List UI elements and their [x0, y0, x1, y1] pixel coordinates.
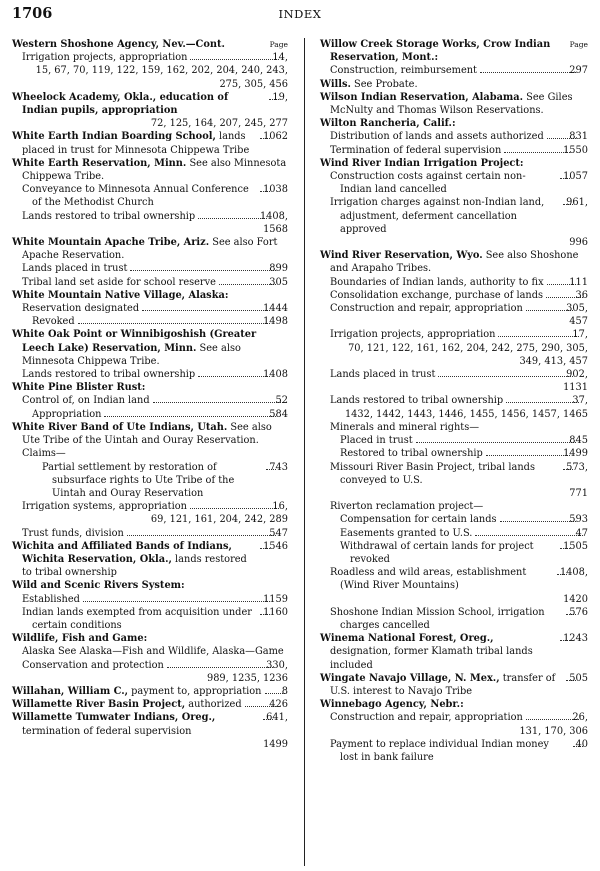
entry-text: Construction costs against certain non-Indian land cancelled [330, 171, 526, 196]
entry-text: Lands restored to tribal ownership [330, 395, 504, 407]
page-reference: 743 [269, 461, 288, 473]
leader-dots [190, 51, 279, 60]
page-reference: 426 [269, 699, 288, 711]
page-reference: 573, [566, 461, 588, 473]
entry-text: Established [22, 593, 80, 605]
entry-text: Appropriation [32, 408, 102, 420]
page-column-label: Page [569, 40, 588, 49]
page-reference: 505 [569, 672, 588, 684]
leader-dots [475, 527, 582, 536]
index-entry [320, 157, 588, 249]
entry-text: Construction and repair, appropriation [330, 712, 523, 724]
index-entry [12, 685, 288, 698]
left-entries [12, 38, 288, 751]
subentry [12, 408, 288, 421]
entry-text: Irrigation systems, appropriation [22, 501, 187, 513]
index-entry [12, 579, 288, 632]
entry-text: Irrigation charges against non-Indian land, adjustment, deferment cancellation approved [330, 197, 545, 235]
subentry [320, 144, 588, 157]
entry-heading: White Mountain Native Village, Alaska: [12, 289, 229, 301]
page-reference: 36 [575, 289, 588, 301]
subentry [320, 711, 588, 724]
entry-text: Willahan, William C., payment to, appropriation [12, 685, 262, 697]
subentry [320, 302, 588, 315]
entry-heading [12, 698, 288, 711]
index-entry [12, 236, 288, 289]
subentry [320, 566, 588, 592]
page-references: 15, 67, 70, 119, 122, 159, 162, 202, 204, 240, 243, [35, 65, 288, 77]
index-entry [12, 328, 288, 381]
page-references: 70, 121, 122, 161, 162, 204, 242, 275, 290, 305, [348, 342, 588, 354]
page-reference: 576 [569, 606, 588, 618]
page-reference: 593 [569, 514, 588, 526]
index-column-left [12, 38, 288, 751]
page-reference: 584 [269, 408, 288, 420]
subentry: Riverton reclamation project— [330, 501, 484, 513]
page-reference: 330, [266, 659, 288, 671]
index-column-right [320, 38, 588, 764]
page-reference: 52 [275, 395, 288, 407]
leader-dots [498, 328, 579, 337]
index-entry [320, 78, 588, 91]
page-reference: 37, [572, 395, 588, 407]
page-number: 1706 [12, 5, 53, 22]
page-references: 349, 413, 457 [519, 355, 588, 367]
entry-heading: White Pine Blister Rust: [12, 382, 146, 394]
subentry [320, 64, 588, 77]
entry-text: Willamette River Basin Project, authorized [12, 699, 242, 711]
leader-dots [504, 144, 570, 153]
entry-text: Irrigation projects, appropriation [22, 52, 188, 64]
page-reference: 16, [272, 501, 288, 513]
index-entry [12, 91, 288, 131]
subentry [320, 328, 588, 341]
page-reference: 902, [566, 369, 588, 381]
page-reference: 1505 [563, 540, 588, 552]
column-divider [304, 38, 305, 866]
entry-text: Conveyance to Minnesota Annual Conference of the Methodist Church [22, 184, 249, 209]
page-reference: 1408 [263, 369, 288, 381]
entry-text: Wingate Navajo Village, N. Mex., transfer of U.S. interest to Navajo Tribe [320, 672, 556, 697]
page-references: 1499 [263, 738, 288, 750]
entry-heading: Wilton Rancheria, Calif.: [320, 118, 456, 130]
index-entry [320, 38, 588, 78]
entry-heading: Wildlife, Fish and Game: [12, 633, 148, 645]
page-reference: 305, [566, 303, 588, 315]
subentry: Alaska See Alaska—Fish and Wildlife, Alaska—Game [22, 646, 284, 658]
subentry [320, 527, 588, 540]
leader-dots [142, 302, 270, 311]
index-entry [12, 381, 288, 421]
entry-text: Boundaries of Indian lands, authority to fix [330, 276, 544, 288]
entry-heading [320, 632, 588, 672]
subentry [320, 130, 588, 143]
subentry [320, 461, 588, 487]
page-reference: 1498 [263, 316, 288, 328]
entry-heading: White Oak Point or Winnibigoshish (Greater Leech Lake) Reservation, Minn. See also Minnesota Chippewa Tribe. [12, 329, 257, 367]
subentry [320, 513, 588, 526]
entry-text: Wichita and Affiliated Bands of Indians, Wichita Reservation, Okla., lands restored to tribal ownership [12, 540, 247, 579]
leader-dots [167, 659, 273, 668]
index-entry [12, 711, 288, 751]
entry-text: Missouri River Basin Project, tribal lands conveyed to U.S. [330, 461, 535, 486]
index-entry [12, 289, 288, 329]
leader-dots [104, 408, 276, 417]
entry-text: Construction, reimbursement [330, 65, 477, 77]
page-reference: 297 [569, 65, 588, 77]
subentry [12, 659, 288, 672]
leader-dots [78, 315, 270, 324]
entry-heading [320, 672, 588, 698]
entry-text: Reservation designated [22, 303, 140, 315]
page-references: 1568 [263, 223, 288, 235]
page-reference: 26, [572, 712, 588, 724]
page-reference: 1550 [563, 144, 588, 156]
leader-dots [198, 368, 270, 377]
entry-text: Easements granted to U.S. [340, 527, 473, 539]
index-entry [12, 38, 288, 91]
entry-heading: Wild and Scenic Rivers System: [12, 580, 185, 592]
entry-heading [12, 130, 288, 156]
page-references: 72, 125, 164, 207, 245, 277 [150, 118, 288, 130]
page-reference: 1057 [563, 171, 588, 183]
page-references: 989, 1235, 1236 [206, 672, 288, 684]
subentry [12, 262, 288, 275]
subentry [320, 606, 588, 632]
page-reference: 1038 [263, 184, 288, 196]
entry-text: Conservation and protection [22, 659, 164, 671]
entry-heading: Willahan, William C., payment to, appropriation 8 [12, 685, 288, 697]
right-entries [320, 38, 588, 764]
page-reference: 1062 [263, 131, 288, 143]
page-reference: 19, [272, 91, 288, 103]
subentry [12, 606, 288, 632]
subentry [12, 302, 288, 315]
page-reference: 1546 [263, 540, 288, 552]
index-entry [12, 157, 288, 236]
entry-text: Payment to replace individual Indian money lost in bank failure [330, 738, 549, 763]
entry-heading: Wilson Indian Reservation, Alabama. See Giles McNulty and Thomas Wilson Reservations. [320, 91, 573, 117]
page-reference: 1243 [563, 633, 588, 645]
subentry [12, 394, 288, 407]
page-reference: 831 [569, 131, 588, 143]
page-references: 771 [569, 487, 588, 499]
page-reference: 47 [575, 527, 588, 539]
subentry [320, 434, 588, 447]
subentry [12, 276, 288, 289]
entry-text: Roadless and wild areas, establishment (Wind River Mountains) [330, 567, 527, 592]
subentry [12, 51, 288, 64]
entry-text: Lands placed in trust [330, 369, 436, 381]
page-references: 69, 121, 161, 204, 242, 289 [150, 514, 288, 526]
entry-heading [12, 711, 288, 737]
entry-text: Lands restored to tribal ownership [22, 210, 196, 222]
entry-text: Consolidation exchange, purchase of lands [330, 289, 544, 301]
page-references: 996 [569, 237, 588, 249]
entry-text: Winema National Forest, Oreg., designation, former Klamath tribal lands included [320, 633, 533, 671]
entry-text: Restored to tribal ownership [340, 448, 483, 460]
entry-text: Tribal land set aside for school reserve [22, 276, 216, 288]
subentry [12, 368, 288, 381]
leader-dots [190, 500, 279, 509]
page-references: 1131 [563, 382, 588, 394]
page-reference: 899 [269, 263, 288, 275]
subentry [320, 540, 588, 566]
leader-dots [127, 527, 276, 536]
index-entry [320, 632, 588, 672]
leader-dots [486, 447, 570, 456]
entry-heading: Wind River Indian Irrigation Project: [320, 157, 524, 169]
leader-dots [438, 368, 573, 377]
index-entry [320, 91, 588, 117]
index-entry [12, 130, 288, 156]
entry-heading: White Earth Reservation, Minn. See also Minnesota Chippewa Tribe. [12, 157, 287, 183]
subentry: Claims— [22, 448, 66, 460]
leader-dots [130, 262, 276, 271]
entry-text: Construction and repair, appropriation [330, 303, 523, 315]
entry-heading [12, 91, 288, 117]
page-references: 131, 170, 306 [519, 725, 588, 737]
page-reference: 1408, [259, 210, 288, 222]
leader-dots [506, 394, 579, 403]
entry-text: Irrigation projects, appropriation [330, 329, 496, 341]
subentry [320, 196, 588, 236]
entry-text: Control of, on Indian land [22, 395, 150, 407]
subentry [320, 276, 588, 289]
entry-text: Trust funds, division [22, 527, 124, 539]
page-reference: 1408, [559, 567, 588, 579]
page-references: 1420 [563, 593, 588, 605]
entry-heading: Wind River Reservation, Wyo. See also Shoshone and Arapaho Tribes. [320, 250, 579, 275]
index-entry [320, 117, 588, 157]
page-references: 1432, 1442, 1443, 1446, 1455, 1456, 1457, 1465 [344, 408, 588, 420]
entry-text: Compensation for certain lands [340, 514, 497, 526]
page-column-label: Page [269, 40, 288, 49]
subentry [320, 394, 588, 407]
leader-dots [500, 513, 577, 522]
index-entry [12, 421, 288, 540]
entry-text: Termination of federal supervision [330, 144, 502, 156]
entry-heading: Winnebago Agency, Nebr.: [320, 699, 464, 711]
page-reference: 641, [266, 712, 288, 724]
subentry [12, 461, 288, 501]
subentry [12, 527, 288, 540]
page-reference: 14, [272, 52, 288, 64]
subentry [12, 183, 288, 209]
index-entry [320, 672, 588, 698]
subentry [12, 210, 288, 223]
leader-dots [198, 210, 267, 219]
entry-heading: Western Shoshone Agency, Nev.—Cont. [12, 39, 225, 50]
index-entry [12, 698, 288, 711]
leader-dots [480, 64, 576, 73]
index-entry [12, 632, 288, 685]
entry-heading: Willow Creek Storage Works, Crow Indian Reservation, Mont.: [320, 39, 551, 64]
entry-text: Lands restored to tribal ownership [22, 369, 196, 381]
entry-heading: White River Band of Ute Indians, Utah. See also Ute Tribe of the Uintah and Ouray Reservation. [12, 421, 272, 447]
subentry [320, 738, 588, 764]
page-reference: 1160 [263, 606, 288, 618]
entry-text: Placed in trust [340, 435, 413, 447]
entry-text: Wheelock Academy, Okla., education of Indian pupils, appropriation [12, 91, 229, 117]
entry-heading [12, 540, 288, 580]
page-reference: 961, [566, 197, 588, 209]
leader-dots [526, 711, 580, 720]
index-entry [12, 540, 288, 580]
subentry: Minerals and mineral rights— [330, 421, 480, 433]
subentry [320, 170, 588, 196]
index-entry [320, 698, 588, 764]
leader-dots [416, 434, 577, 443]
entry-text: Shoshone Indian Mission School, irrigation charges cancelled [330, 606, 545, 631]
leader-dots [219, 276, 276, 285]
entry-text: Withdrawal of certain lands for project revoked [340, 540, 534, 565]
entry-heading: Wills. See Probate. [320, 78, 418, 90]
page-reference: 111 [569, 276, 588, 288]
running-head: INDEX [278, 7, 322, 21]
entry-text: White Earth Indian Boarding School, lands placed in trust for Minnesota Chippewa Tribe [12, 131, 250, 156]
page-reference: 547 [269, 527, 288, 539]
subentry [12, 593, 288, 606]
subentry [320, 368, 588, 381]
subentry [12, 500, 288, 513]
page-reference: 1499 [563, 448, 588, 460]
leader-dots [83, 593, 270, 602]
entry-heading: White Mountain Apache Tribe, Ariz. See also Fort Apache Reservation. [12, 237, 278, 262]
page-reference: 845 [569, 435, 588, 447]
entry-text: Revoked [32, 316, 75, 328]
entry-text: Willamette Tumwater Indians, Oreg., termination of federal supervision [12, 712, 216, 737]
page-references: 275, 305, 456 [219, 78, 288, 90]
subentry [320, 447, 588, 460]
subentry [12, 315, 288, 328]
index-entry [320, 249, 588, 632]
entry-text: Indian lands exempted from acquisition under certain conditions [22, 606, 252, 631]
page-reference: 1444 [263, 303, 288, 315]
entry-text: Partial settlement by restoration of subsurface rights to Ute Tribe of the Uintah and Ouray Reservation [42, 461, 235, 499]
page-reference: 1159 [263, 593, 288, 605]
leader-dots [153, 394, 283, 403]
page-reference: 17, [572, 329, 588, 341]
subentry [320, 289, 588, 302]
page-reference: 40 [575, 738, 588, 750]
page-reference: 305 [269, 276, 288, 288]
entry-text: Distribution of lands and assets authorized [330, 131, 544, 143]
page-references: 457 [569, 316, 588, 328]
entry-text: Lands placed in trust [22, 263, 128, 275]
